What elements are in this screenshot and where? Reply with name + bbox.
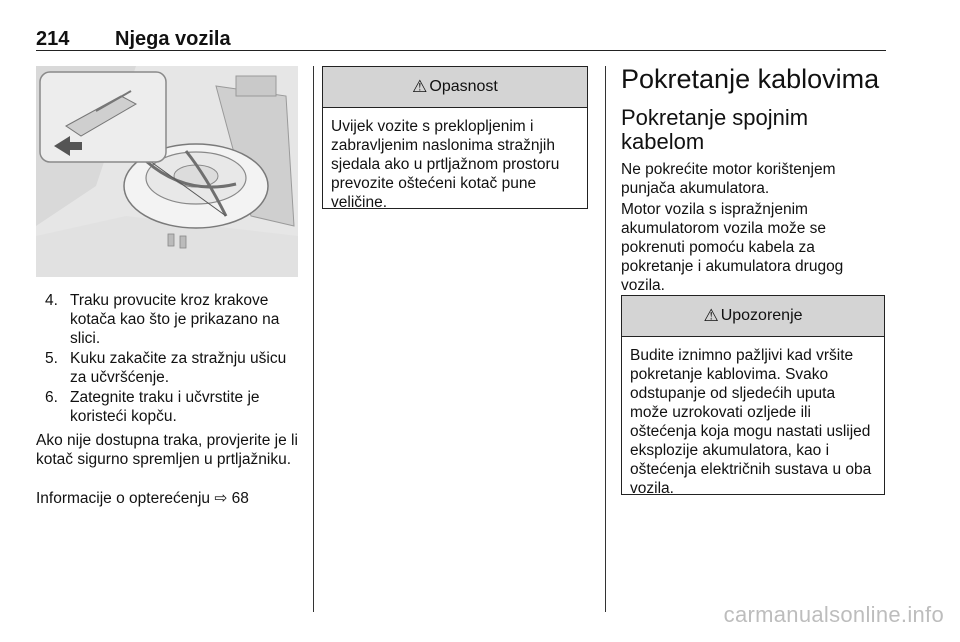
page-ref-number[interactable]: 68 (231, 490, 249, 507)
warning-header (622, 296, 884, 337)
danger-title: Opasnost (429, 78, 498, 95)
step-5 (45, 349, 297, 387)
header-rule (36, 50, 886, 51)
step-number: 6. (45, 389, 58, 406)
warning-triangle-icon: ⚠ (703, 306, 719, 325)
jump-start-paragraph: Motor vozila s ispražnjenim akumulatorom vozila može se pokrenuti pomoću kabela za pokretanje i akumulatora drugog vozila. (621, 201, 844, 294)
step-number: 5. (45, 350, 58, 367)
column-divider-1 (313, 66, 314, 612)
spare-wheel-illustration (36, 66, 298, 277)
load-info-text: Informacije o opterećenju (36, 490, 211, 507)
column-divider-2 (605, 66, 606, 612)
subsection-title: Pokretanje spojnim kabelom (621, 105, 809, 154)
chapter-title: Njega vozila (115, 28, 231, 50)
step-text: Kuku zakačite za stražnju ušicu za učvršćenje. (70, 350, 287, 386)
warning-box (621, 295, 885, 495)
page-number: 214 (36, 28, 70, 50)
load-info-reference (36, 489, 304, 508)
warning-title: Upozorenje (720, 307, 803, 324)
page-ref-arrow-icon: ⇨ (214, 490, 228, 507)
section-title: Pokretanje kablovima (621, 64, 880, 94)
warning-text: Budite iznimno pažljivi kad vršite pokretanje kablovima. Svako odstupanje od sljedećih uputa može uzrokovati ozljede ili oštećenja koja mogu nastati uslijed eksplozije akumulatora, kao i oštećenja električnih sustava u oba vozila. (630, 347, 872, 497)
warning-triangle-icon: ⚠ (412, 77, 428, 96)
step-text: Traku provucite kroz krakove kotača kao što je prikazano na slici. (70, 292, 280, 347)
step-4 (45, 291, 297, 348)
danger-text: Uvijek vozite s preklopljenim i zabravljenim naslonima stražnjih sjedala ako u prtljažnom prostoru prevozite oštećeni kotač pune veličine. (331, 118, 560, 211)
step-number: 4. (45, 292, 58, 309)
watermark: carmanualsonline.info (723, 602, 944, 627)
step-text: Zategnite traku i učvrstite je koristeći kopču. (70, 389, 260, 425)
availability-paragraph: Ako nije dostupna traka, provjerite je li kotač sigurno spremljen u prtljažniku. (36, 432, 298, 468)
danger-header (323, 67, 587, 108)
danger-box (322, 66, 588, 209)
charger-paragraph: Ne pokrećite motor korištenjem punjača akumulatora. (621, 161, 836, 197)
step-6 (45, 388, 297, 426)
